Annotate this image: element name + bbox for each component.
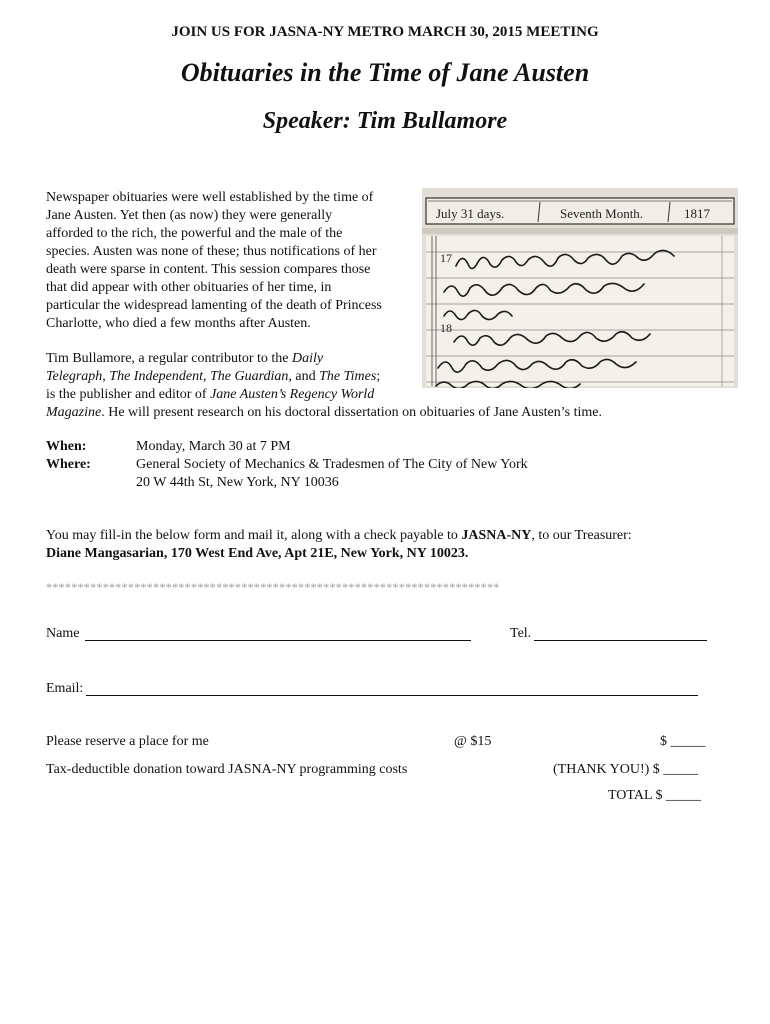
intro-line: death were sparse in content. This session compares those	[46, 262, 371, 277]
reserve-amount-field[interactable]: $ _____	[660, 734, 706, 749]
where-label: Where:	[46, 457, 91, 472]
mail-text: You may fill-in the below form and mail it, along with a check payable to	[46, 528, 462, 543]
mail-instructions	[46, 528, 632, 544]
bio-text: ,	[102, 369, 110, 384]
bio-text: Tim Bullamore, a regular contributor to the	[46, 351, 292, 366]
mail-payee: JASNA-NY	[461, 528, 532, 543]
mail-text: , to our Treasurer:	[531, 528, 632, 543]
reserve-label: Please reserve a place for me	[46, 734, 209, 749]
bio-publication: Daily	[292, 351, 324, 366]
meeting-banner: JOIN US FOR JASNA-NY METRO MARCH 30, 2015 MEETING	[171, 24, 599, 40]
total-amount-field[interactable]: TOTAL $ _____	[608, 788, 701, 803]
donation-amount-field[interactable]: (THANK YOU!) $ _____	[553, 762, 699, 777]
bio-publication: Magazine	[46, 405, 102, 420]
diary-date: July 31 days.	[436, 206, 505, 221]
diary-row-18: 18	[440, 321, 452, 335]
intro-paragraph	[46, 189, 411, 333]
bio-text: . He will present research on his doctoral dissertation on obituaries of Jane Austen’s time.	[101, 405, 602, 420]
bio-text: ;	[376, 369, 381, 384]
name-field[interactable]	[85, 624, 471, 641]
tel-label: Tel.	[510, 626, 532, 641]
intro-line: Newspaper obituaries were well established by the time of	[46, 190, 374, 205]
diary-month: Seventh Month.	[560, 206, 644, 221]
name-label: Name	[46, 626, 80, 641]
when-label: When:	[46, 439, 87, 454]
when-value: Monday, March 30 at 7 PM	[136, 439, 291, 454]
donation-label: Tax-deductible donation toward JASNA-NY programming costs	[46, 762, 408, 777]
intro-line: afforded to the rich, the powerful and the male of the	[46, 226, 343, 241]
bio-text: ,	[202, 369, 210, 384]
bio-publication: Jane Austen’s Regency World	[210, 387, 375, 402]
where-venue: General Society of Mechanics & Tradesmen of The City of New York	[136, 457, 528, 472]
email-label: Email:	[46, 681, 84, 696]
diary-year: 1817	[684, 206, 710, 221]
bio-publication: The Times	[319, 369, 377, 384]
diary-row-17: 17	[440, 251, 452, 265]
reserve-price: @ $15	[454, 734, 492, 749]
bio-publication: Telegraph	[46, 369, 103, 384]
intro-line: that did appear with other obituaries of her time, in	[46, 280, 332, 295]
tel-field[interactable]	[534, 624, 707, 641]
intro-line: species. Austen was none of these; thus notifications of her	[46, 244, 377, 259]
bio-publication: The Independent	[109, 369, 203, 384]
email-field[interactable]	[86, 679, 698, 696]
bio-publication: The Guardian	[209, 369, 289, 384]
intro-line: Charlotte, who died a few months after Austen.	[46, 316, 311, 331]
separator-stars: ************************************************************************	[46, 580, 500, 594]
where-address: 20 W 44th St, New York, NY 10036	[136, 475, 339, 490]
speaker-heading: Speaker: Tim Bullamore	[262, 108, 508, 134]
treasurer-address: Diane Mangasarian, 170 West End Ave, Apt 21E, New York, NY 10023.	[46, 546, 469, 561]
speaker-bio	[46, 350, 706, 422]
bio-text: , and	[288, 369, 320, 384]
talk-title: Obituaries in the Time of Jane Austen	[180, 58, 590, 87]
intro-line: Jane Austen. Yet then (as now) they were generally	[46, 208, 333, 223]
bio-text: is the publisher and editor of	[46, 387, 211, 402]
intro-line: particular the widespread lamenting of the death of Princess	[46, 298, 382, 313]
